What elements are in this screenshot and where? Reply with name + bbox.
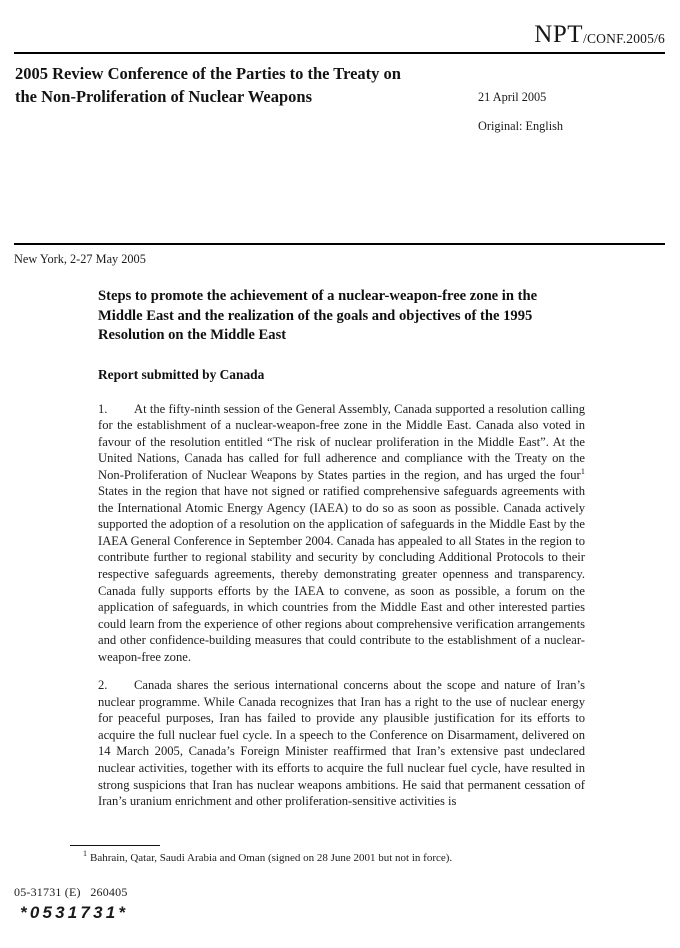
paragraph-1-text-b: States in the region that have not signed or ratified comprehensive safeguards agreements with the International Atomic Energy Agency (IAEA) to do so as soon as possible. Canada actively supported the adoption of a resolution on the application of safeguards in the Middle East by the IAEA General Conference in September 2004. Canada has appealed to all States in the region to contribute further to regional stability and security by concluding Additional Protocols to their respective safeguards agreements, thereby demonstrating greater openness and transparency. Canada fully supports efforts by the IAEA to convene, as soon as possible, a forum on the application of safeguards, in which countries from the Middle East and other interested parties could learn from the experience of other regions about comprehensive verification arrangements and other confidence-building measures that could contribute to the establishment of a nuclear-weapon-free zone. xyxy=(98,484,585,664)
paragraph-2-number: 2. xyxy=(98,678,108,693)
footnote-separator xyxy=(70,845,160,846)
masthead-bottom-divider xyxy=(14,243,665,245)
paragraph-1 xyxy=(98,401,585,666)
distribution-date: 21 April 2005 xyxy=(478,90,547,104)
original-language: Original: English xyxy=(478,119,564,133)
conference-title: 2005 Review Conference of the Parties to the Treaty on the Non-Proliferation of Nuclear Weapons xyxy=(15,64,401,106)
footnote-text: Bahrain, Qatar, Saudi Arabia and Oman (signed on 28 June 2001 but not in force). xyxy=(90,852,453,864)
job-number: 05-31731 (E) 260405 xyxy=(14,885,128,899)
conference-venue: New York, 2-27 May 2005 xyxy=(14,252,146,266)
barcode-text: *0531731* xyxy=(20,903,129,922)
paragraph-1-text-a: At the fifty-ninth session of the General Assembly, Canada supported a resolution calling for the establishment of a nuclear-weapon-free zone in the Middle East. Canada also voted in favour of the resolution entitled “The risk of nuclear proliferation in the Middle East”. At the United Nations, Canada has called for full adherence and compliance with the Treaty on the Non-Proliferation of Nuclear Weapons by States parties in the region, and has urged the four xyxy=(98,401,585,482)
paragraph-2-text-a: Canada shares the serious international concerns about the scope and nature of Iran’s nuclear programme. While Canada recognizes that Iran has a right to the use of nuclear energy for peaceful purposes, Iran has failed to provide any plausible justification for its efforts to acquire the full nuclear fuel cycle. In a speech to the Conference on Disarmament, delivered on 14 March 2005, Canada’s Foreign Minister reaffirmed that Iran’s extensive past undeclared nuclear activities, together with its efforts to acquire the full nuclear fuel cycle, have resulted in strong suspicions that Iran has nuclear weapons ambitions. He said that permanent cessation of Iran’s uranium enrichment and other proliferation-sensitive activities is xyxy=(98,678,585,809)
masthead-meta xyxy=(478,90,668,134)
paragraph-2 xyxy=(98,677,585,809)
document-symbol-main: NPT xyxy=(534,21,584,48)
footnote-entry xyxy=(83,851,603,865)
document-subtitle: Report submitted by Canada xyxy=(98,366,265,382)
footnote-marker: 1 xyxy=(83,849,87,859)
footnote-reference-1[interactable]: 1 xyxy=(580,465,585,476)
document-symbol xyxy=(534,22,665,47)
paragraph-1-number: 1. xyxy=(98,401,108,416)
document-symbol-suffix: /CONF.2005/6 xyxy=(583,31,665,46)
document-title: Steps to promote the achievement of a nuclear-weapon-free zone in the Middle East and the realization of the goals and objectives of the 1995 Resolution on the Middle East xyxy=(98,288,538,343)
masthead-top-divider xyxy=(14,52,665,54)
document-body xyxy=(98,287,585,810)
